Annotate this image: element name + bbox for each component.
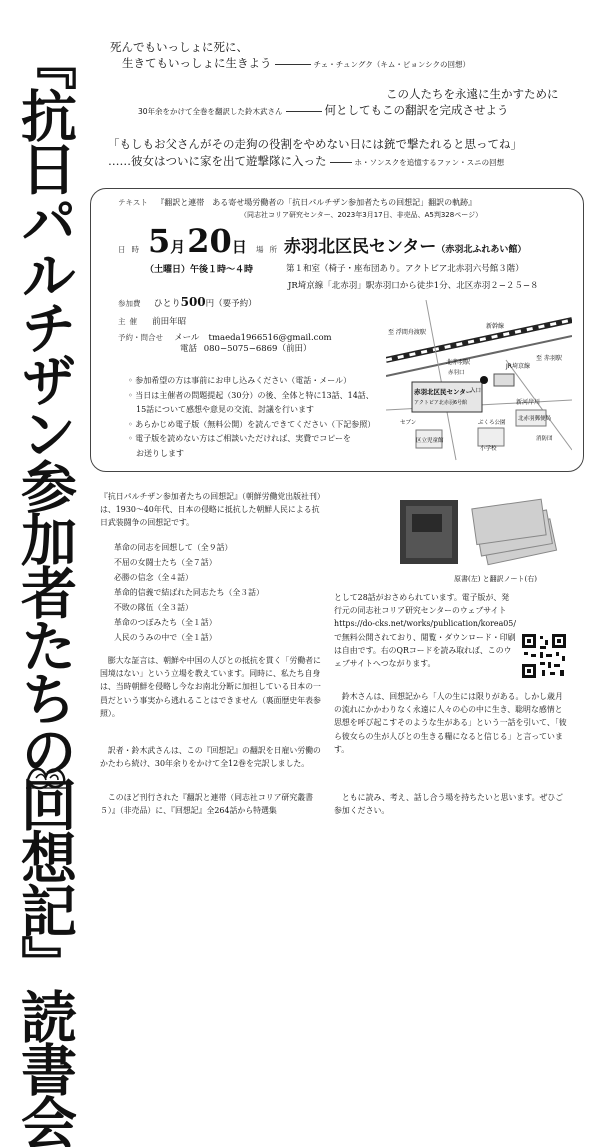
place-alias: （赤羽北ふれあい館） (436, 245, 527, 255)
quote-2-lead: 30年余をかけて全巻を翻訳した鈴木武さん (138, 107, 283, 116)
chapter-list (114, 540, 264, 645)
paragraph-3: 訳者・鈴木武さんは、この『回想記』の翻訳を日雇い労働のかたわら続け、30年余りをかけて全12巻を完訳しました。 (100, 746, 321, 769)
chapter-item: 不屈の女闘士たち（全７話） (114, 558, 217, 567)
map-label: ぶくろ公園 (478, 420, 506, 426)
quote-3-line-2-text: ……彼女はついに家を出て遊撃隊に入った (108, 154, 327, 168)
quote-3-line-1: 「もしもお父さんがその走狗の役割をやめない日には銃で撃たれると思ってね」 (108, 137, 522, 151)
map-label: アクトピア北赤羽6号館 (414, 400, 468, 406)
intro-paragraph: 『抗日パルチザン参加者たちの回想記』（朝鮮労働党出版社刊）は、1930〜40年代、日本の侵略に抵抗した朝鮮人民による抗日武装闘争の回想記です。 (100, 492, 321, 528)
text-publication: （同志社コリア研究センター、2023年3月17日、非売品、A5判328ページ） (240, 211, 483, 219)
quote-3-line-2 (108, 153, 504, 171)
quote-1-line-1: 死んでもいっしょに死に、 (110, 40, 248, 54)
quote-1-line-2-text: 生きてもいっしょに生きよう (122, 56, 272, 70)
date-month: 5 (148, 222, 171, 260)
quote-1-line-2 (122, 55, 470, 73)
note-item: ◦ 当日は主催者の問題提起（30分）の後、全体と特に13話、14話、 (128, 390, 374, 400)
map-label: 新河岸川 (516, 399, 541, 406)
note-item: お送りします (128, 448, 184, 458)
quote-3-attribution: ホ・ソンスクを追憶するファン・スニの回想 (354, 158, 505, 167)
note-item: ◦ あらかじめ電子版（無料公開）を読んできてください（下記参照） (128, 419, 376, 429)
qr-code-icon[interactable] (520, 632, 568, 680)
date-weekday-time: （土曜日）午後１時〜４時 (145, 265, 254, 275)
phone-label: 電話 (180, 344, 198, 354)
seal-logo (24, 762, 70, 792)
map-label: JR埼京線 (506, 363, 530, 370)
organizer-label: 主催 (118, 317, 141, 326)
chapter-item: 革命の同志を回想して（全９話） (114, 543, 233, 552)
quote-1-attribution: チェ・チュングク（キム・ビョンシクの回想） (313, 60, 470, 69)
place-label: 場所 (256, 245, 283, 254)
paragraph-4: このほど刊行された『翻訳と連帯（同志社コリア研究叢書５）』（非売品）に、『回想記』全264話から特選集 (100, 793, 314, 816)
fee-unit: 円（要予約） (205, 299, 257, 309)
text-label: テキスト (118, 198, 148, 207)
map-label: 北赤羽駅 (446, 359, 471, 366)
place-access: JR埼京線「北赤羽」駅赤羽口から徒歩1分、北区赤羽２−２５−８ (288, 281, 539, 291)
chapter-item: 革命のつぼみたち（全１話） (114, 618, 217, 627)
map-label: セブン (400, 420, 417, 426)
date (148, 222, 247, 260)
quote-2-line-1: この人たちを永遠に生かすために (386, 87, 559, 101)
chapter-item: 革命的信義で結ばれた同志たち（全３話） (114, 588, 264, 597)
date-day-unit: 日 (231, 238, 247, 256)
note-item: ◦ 参加希望の方は事前にお申し込みください（電話・メール） (128, 376, 352, 385)
right-paragraph-1: として28話がおさめられています。電子版が、発行元の同志社コリア研究センターのウェブサイト https://do-cks.net/works/publication/korea05/ で無料公開されており、閲覧・ダウンロード・印刷は自由です。右のQRコードを読み取れば、このウェブサイトへつながります。 (334, 593, 516, 669)
access-map (386, 300, 572, 462)
fee-label: 参加費 (118, 299, 141, 308)
map-label: 区立児童館 (416, 438, 444, 444)
place (284, 232, 526, 257)
map-label: 至 赤羽駅 (536, 355, 562, 362)
right-paragraph-3: ともに読み、考え、話し合う場を持ちたいと思います。ぜひご参加ください。 (334, 793, 564, 816)
text-row (118, 197, 476, 208)
map-label: 新幹線 (486, 323, 505, 330)
place-room: 第１和室（椅子・座布団あり。アクトピア北赤羽六号館３階） (286, 264, 524, 274)
phone: 080−5075−6869（前田） (203, 344, 312, 354)
mail-link[interactable]: tmaeda1966516@gmail.com (208, 333, 332, 343)
fee-amount: 500 (180, 295, 206, 309)
dash-line (286, 111, 322, 112)
map-label: 至 浮間舟渡駅 (388, 329, 426, 336)
chapter-item: 必勝の信念（全４話） (114, 573, 193, 582)
map-label: 小学校 (480, 446, 497, 452)
contact-label: 予約・問合せ (118, 333, 163, 342)
fee-row (118, 291, 257, 310)
phone-row (180, 342, 311, 354)
chapter-item: 人民のうみの中で（全１話） (114, 633, 217, 642)
book-caption: 原書(左) と翻訳ノート(右) (454, 575, 537, 583)
text-title: 『翻訳と連帯 ある寄せ場労働者の「抗日パルチザン参加者たちの回想記」翻訳の軌跡』 (156, 198, 477, 207)
organizer: 前田年昭 (152, 317, 187, 327)
note-item: ◦ 電子版を読めない方はご相談いただければ、実費でコピーを (128, 434, 351, 443)
notes-list (128, 374, 375, 461)
paragraph-2: 膨大な証言は、朝鮮や中国の人びとの抵抗を貫く「労働者に国境はない」という立場を教えています。同時に、私たち自身は、当時朝鮮を侵略し今なお南北分断に加担している日本の一員だという事実から逃れることはできません（裏面歴史年表参照）。 (100, 656, 321, 718)
quote-2-line-2 (138, 102, 509, 120)
right-paragraph-2: 鈴木さんは、回想記から「人の生には限りがある。しかし歳月の流れにかかわりなく永遠に人々の心の中に生き、聡明な感情と思想を呼び起こすそのような生がある」という一話を引いて、「彼ら彼女らの生が人びとの生きる糧になると信じる」と言っています。 (334, 692, 567, 754)
book-photo (398, 496, 578, 568)
chapter-item: 不敗の隊伍（全３話） (114, 603, 193, 612)
quote-2-line-2-text: 何としてもこの翻訳を完成させよう (324, 103, 509, 117)
date-label: 日時 (118, 245, 145, 254)
dash-line (330, 162, 352, 163)
page-title: 『抗日パルチザン参加者たちの回想記』読書会 (12, 34, 78, 1147)
note-item: 15話について感想や意見の交流、討議を行います (128, 405, 315, 414)
map-label: 赤羽北区民センター (414, 388, 473, 396)
fee-prefix: ひとり (153, 299, 181, 309)
map-label: 赤羽口 (448, 370, 465, 376)
date-month-unit: 月 (170, 238, 186, 256)
map-label: 入口 (470, 388, 482, 394)
map-label: 北赤羽郵便局 (518, 416, 552, 422)
place-name: 赤羽北区民センター (284, 237, 437, 257)
map-label: 消防団 (536, 436, 553, 442)
date-day: 20 (187, 222, 232, 260)
dash-line (275, 64, 311, 65)
mail-label: メール (174, 333, 200, 343)
